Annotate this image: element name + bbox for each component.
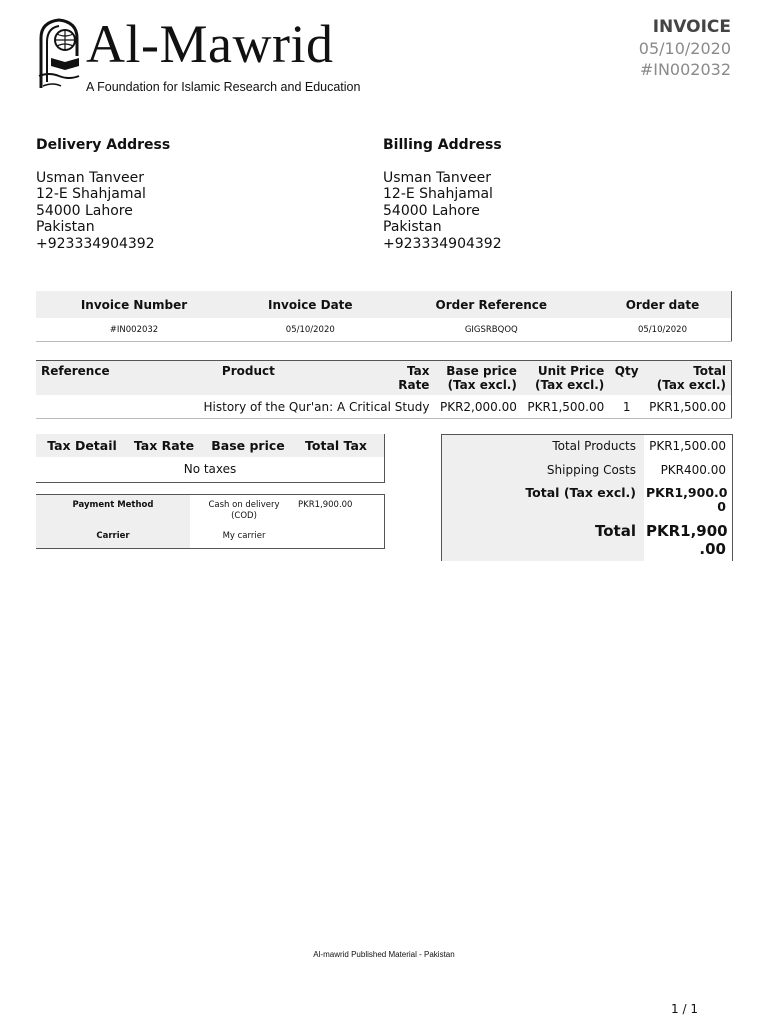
table-header-row (36, 361, 732, 396)
header-tax-rate: Tax Rate (133, 438, 195, 453)
header-unit-price (522, 361, 609, 396)
delivery-phone: +923334904392 (36, 235, 155, 252)
billing-address-heading: Billing Address (383, 137, 502, 153)
total-tax-excl-value-line1: PKR1,900.0 (646, 485, 728, 500)
payment-method-value (190, 495, 298, 525)
delivery-street: 12-E Shahjamal (36, 186, 146, 203)
delivery-city: 54000 Lahore (36, 202, 133, 219)
header-total (644, 361, 731, 396)
header-tax-rate (381, 361, 434, 396)
cell-order-reference: GIGSRBQOQ (389, 318, 594, 342)
cell-qty: 1 (609, 395, 644, 419)
carrier-row (36, 525, 384, 548)
page-number: 1 / 1 (671, 1002, 698, 1016)
payment-method-amount: PKR1,900.00 (298, 500, 353, 510)
total-tax-excl-value (646, 486, 726, 514)
total-tax-excl-value-line2: 0 (717, 499, 726, 514)
al-mawrid-logo-emblem (35, 16, 83, 94)
delivery-address (36, 137, 170, 253)
header-total-line2: (Tax excl.) (656, 378, 726, 392)
invoice-header (639, 16, 731, 80)
cell-base-price: PKR2,000.00 (434, 395, 521, 419)
header-base-price-line2: (Tax excl.) (447, 378, 517, 392)
shipping-costs-value: PKR400.00 (660, 463, 726, 477)
header-base-price (434, 361, 521, 396)
header-total-line1: Total (693, 364, 726, 378)
total-products-label: Total Products (552, 439, 636, 453)
billing-address (383, 137, 502, 253)
table-header-row (36, 291, 732, 318)
total-products-value: PKR1,500.00 (649, 439, 726, 453)
header-total-tax: Total Tax (305, 438, 367, 453)
header-order-date: Order date (594, 291, 732, 318)
billing-country: Pakistan (383, 219, 442, 236)
delivery-name: Usman Tanveer (36, 169, 145, 186)
grand-total-value (646, 522, 726, 558)
shipping-costs-label: Shipping Costs (546, 463, 636, 477)
billing-street: 12-E Shahjamal (383, 186, 493, 203)
grand-total-value-line2: .00 (699, 540, 726, 558)
brand-name: Al-Mawrid (86, 14, 334, 74)
cell-unit-price: PKR1,500.00 (522, 395, 609, 419)
carrier-label: Carrier (36, 525, 190, 548)
cell-total: PKR1,500.00 (644, 395, 731, 419)
footer-note: Al-mawrid Published Material - Pakistan (313, 950, 455, 959)
cell-reference (36, 395, 116, 419)
header-unit-price-line2: (Tax excl.) (534, 378, 605, 392)
grand-total-label: Total (595, 522, 636, 540)
totals-table (441, 434, 733, 561)
product-table (36, 360, 732, 419)
billing-city: 54000 Lahore (383, 202, 480, 219)
header-unit-price-line1: Unit Price (537, 364, 605, 378)
header-base-price-line1: Base price (446, 364, 517, 378)
header-tax-detail: Tax Detail (47, 438, 117, 453)
delivery-address-heading: Delivery Address (36, 137, 171, 153)
header-qty: Qty (609, 361, 644, 396)
brand-tagline: A Foundation for Islamic Research and Education (86, 80, 361, 94)
delivery-country: Pakistan (36, 219, 95, 236)
carrier-value: My carrier (222, 531, 266, 541)
header-base-price: Base price (211, 438, 285, 453)
invoice-title: INVOICE (652, 17, 731, 37)
invoice-date: 05/10/2020 (638, 39, 731, 58)
table-row (36, 395, 732, 419)
tax-table (36, 434, 385, 483)
cell-invoice-number: #IN002032 (36, 318, 232, 342)
invoice-info-table (36, 291, 732, 342)
cell-order-date: 05/10/2020 (594, 318, 732, 342)
payment-method-row (36, 495, 384, 525)
header-invoice-number: Invoice Number (36, 291, 232, 318)
billing-phone: +923334904392 (383, 235, 502, 252)
grand-total-value-line1: PKR1,900 (646, 522, 728, 540)
invoice-number: #IN002032 (639, 60, 731, 79)
table-row (36, 318, 732, 342)
header-tax-rate-line1: Tax (406, 364, 430, 378)
header-invoice-date: Invoice Date (232, 291, 389, 318)
payment-method-label: Payment Method (36, 495, 190, 525)
cell-product: History of the Qur'an: A Critical Study (116, 395, 435, 419)
header-tax-rate-line2: Rate (398, 378, 430, 392)
payment-method-value-line2: (COD) (231, 511, 257, 521)
payment-method-value-line1: Cash on delivery (208, 500, 280, 510)
tax-empty-message: No taxes (36, 457, 384, 483)
header-order-reference: Order Reference (389, 291, 594, 318)
payment-table (36, 494, 385, 549)
header-reference: Reference (36, 361, 116, 396)
cell-invoice-date: 05/10/2020 (232, 318, 389, 342)
total-tax-excl-label: Total (Tax excl.) (525, 485, 636, 500)
billing-name: Usman Tanveer (383, 169, 492, 186)
totals-border (732, 435, 733, 561)
header-product: Product (116, 361, 382, 396)
tax-table-header (36, 434, 384, 457)
